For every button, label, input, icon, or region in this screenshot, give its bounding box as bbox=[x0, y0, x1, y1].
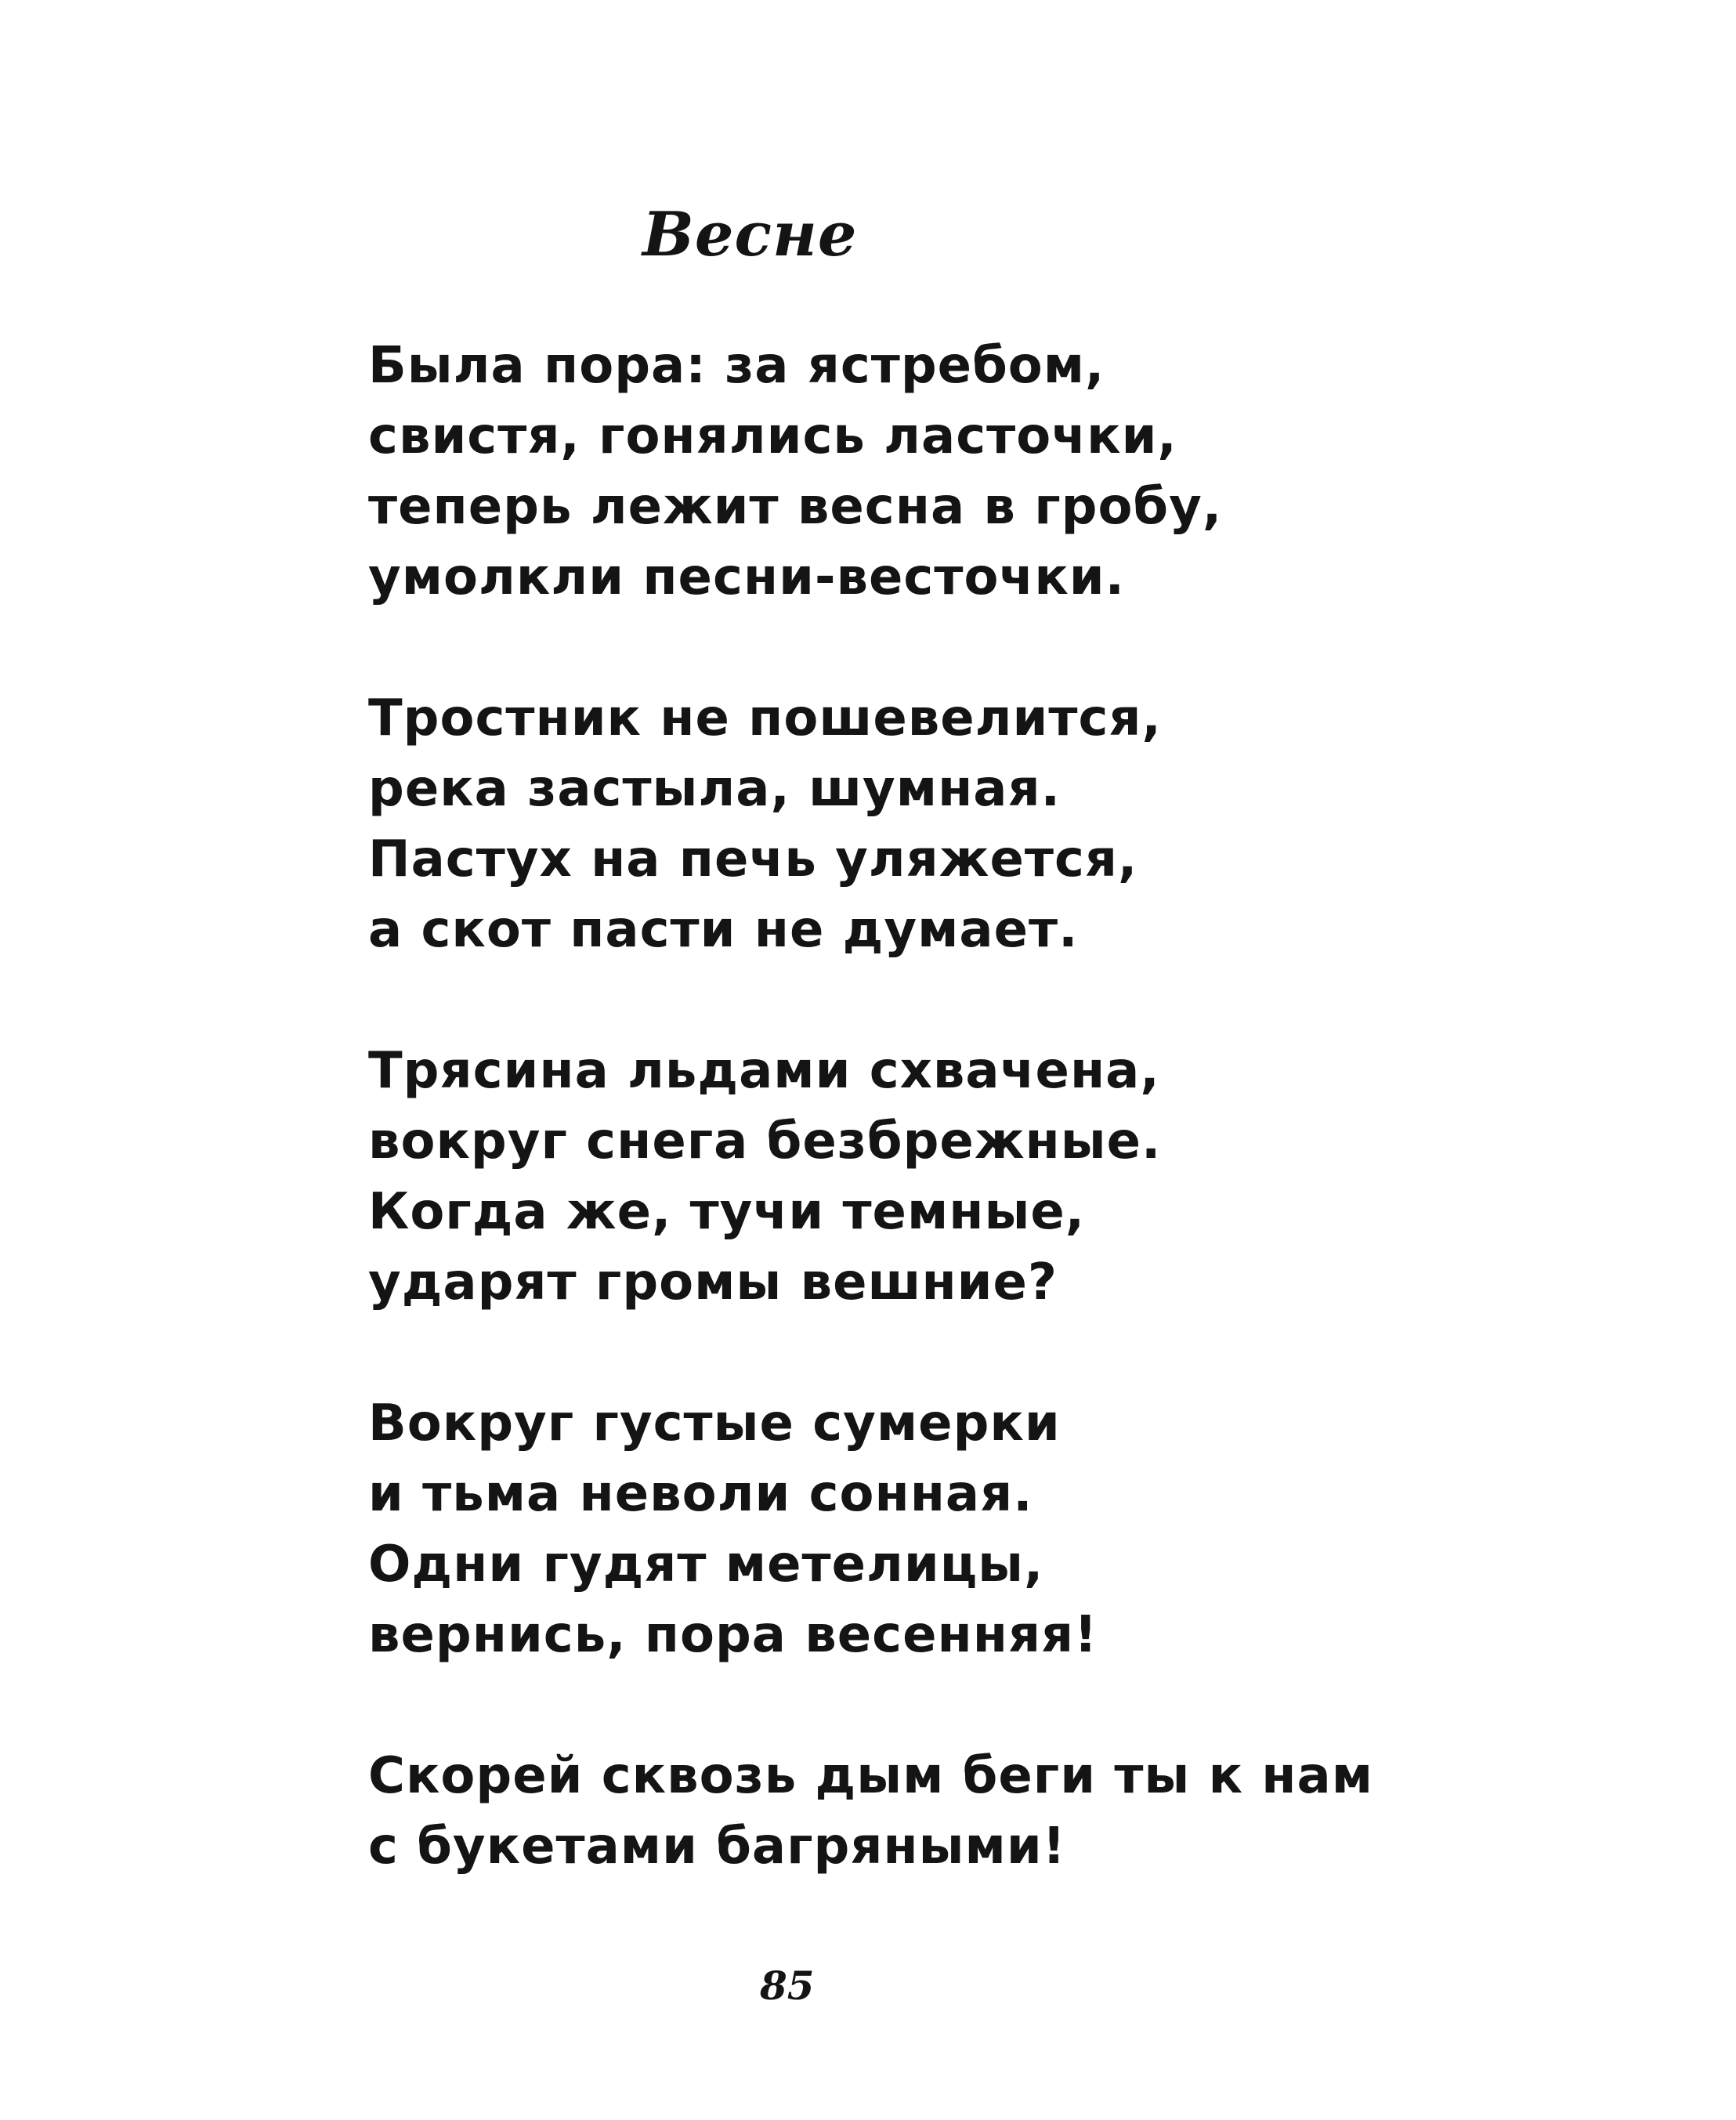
poem-line: умолкли песни-весточки. bbox=[368, 548, 1125, 606]
poem-line: ударят громы вешние? bbox=[368, 1254, 1058, 1311]
poem-line: Пастух на печь уляжется, bbox=[368, 830, 1138, 888]
page-number: 85 bbox=[760, 1963, 815, 2009]
poem-line: а скот пасти не думает. bbox=[368, 901, 1079, 959]
stanza-4 bbox=[368, 1388, 1387, 1670]
stanza-5 bbox=[368, 1741, 1387, 1882]
poem-title: Весне bbox=[642, 199, 858, 270]
poem-line: и тьма неволи сонная. bbox=[368, 1465, 1033, 1523]
poem-line: Когда же, тучи темные, bbox=[368, 1183, 1086, 1241]
poem-line: вернись, пора весенняя! bbox=[368, 1606, 1098, 1664]
stanza-2 bbox=[368, 683, 1387, 965]
poem-line: река застыла, шумная. bbox=[368, 760, 1061, 818]
poem-line: вокруг снега безбрежные. bbox=[368, 1112, 1162, 1170]
poem-line: Трясина льдами схвачена, bbox=[368, 1042, 1160, 1100]
poem-line: Тростник не пошевелится, bbox=[368, 689, 1162, 747]
poem-line: свистя, гонялись ласточки, bbox=[368, 407, 1177, 465]
poem-line: Вокруг густые сумерки bbox=[368, 1395, 1061, 1453]
poem-line: Была пора: за ястребом, bbox=[368, 337, 1105, 395]
stanza-1 bbox=[368, 331, 1387, 613]
poem-line: Одни гудят метелицы, bbox=[368, 1536, 1044, 1594]
poem-line: теперь лежит весна в гробу, bbox=[368, 478, 1223, 536]
poem-line: с букетами багряными! bbox=[368, 1818, 1066, 1876]
poem-line: Скорей сквозь дым беги ты к нам bbox=[368, 1747, 1373, 1805]
poem-body bbox=[368, 331, 1387, 1882]
stanza-3 bbox=[368, 1036, 1387, 1318]
